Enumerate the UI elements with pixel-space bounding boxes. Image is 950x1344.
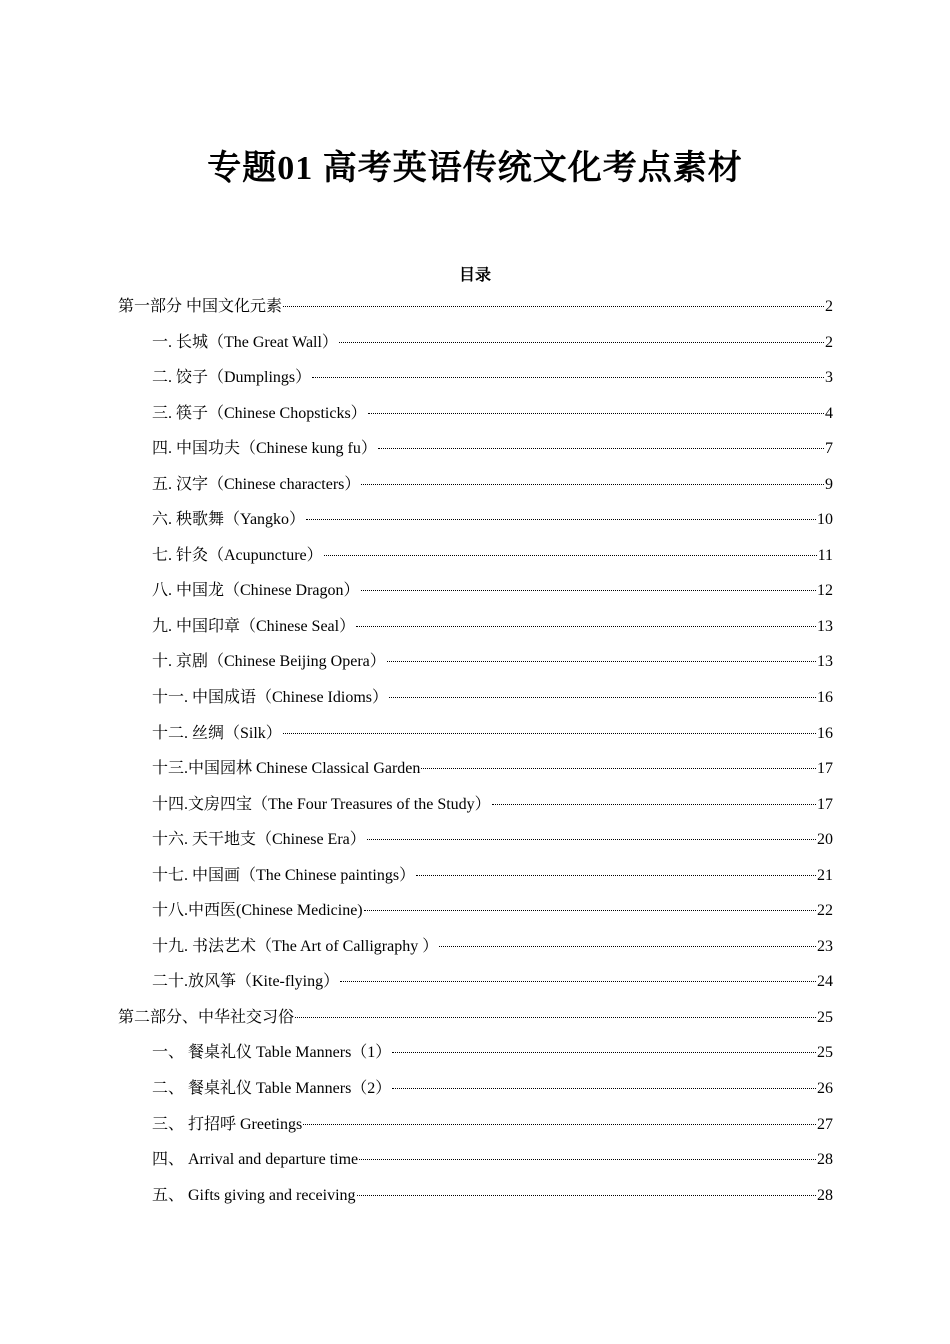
toc-entry-label: 二. 饺子（Dumplings） [152,369,312,387]
toc-entry[interactable] [118,473,833,509]
toc-entry-label: 八. 中国龙（Chinese Dragon） [152,582,360,600]
toc-dot-leader [389,697,816,698]
toc-dot-leader [368,413,824,414]
toc-entry-label: 二、 餐桌礼仪 Table Manners（2） [152,1080,392,1098]
toc-entry[interactable] [118,1041,833,1077]
toc-entry[interactable] [118,615,833,651]
toc-entry-page-number: 27 [817,1115,833,1133]
toc-dot-leader [359,1159,816,1160]
toc-entry[interactable] [118,295,833,331]
toc-entry-label: 十一. 中国成语（Chinese Idioms） [152,689,388,707]
toc-entry-label: 十. 京剧（Chinese Beijing Opera） [152,653,386,671]
toc-entry[interactable] [118,935,833,971]
toc-entry[interactable] [118,686,833,722]
toc-entry[interactable] [118,757,833,793]
toc-entry[interactable] [118,1184,833,1220]
toc-entry-label: 十六. 天干地支（Chinese Era） [152,831,366,849]
toc-dot-leader [339,342,824,343]
toc-entry-page-number: 28 [817,1151,833,1169]
toc-dot-leader [312,377,824,378]
toc-dot-leader [387,661,816,662]
toc-entry-label: 五. 汉字（Chinese characters） [152,475,361,493]
toc-entry[interactable] [118,793,833,829]
toc-entry[interactable] [118,1148,833,1184]
toc-dot-leader [356,626,816,627]
toc-entry-page-number: 7 [825,440,833,458]
toc-entry-label: 一. 长城（The Great Wall） [152,333,338,351]
toc-entry-page-number: 20 [817,831,833,849]
toc-entry-label: 十三.中国园林 Chinese Classical Garden [152,760,421,778]
toc-entry-page-number: 23 [817,937,833,955]
toc-entry-page-number: 11 [817,546,833,564]
toc-entry-label: 十七. 中国画（The Chinese paintings） [152,866,416,884]
toc-entry-page-number: 28 [817,1186,833,1204]
toc-entry-label: 三、 打招呼 Greetings [152,1115,303,1133]
toc-dot-leader [392,1088,816,1089]
toc-entry-page-number: 26 [817,1080,833,1098]
toc-entry-label: 二十.放风筝（Kite-flying） [152,973,340,991]
toc-entry[interactable] [118,544,833,580]
toc-entry-label: 十四.文房四宝（The Four Treasures of the Study） [152,795,491,813]
toc-dot-leader [367,839,816,840]
toc-entry-page-number: 21 [817,866,833,884]
toc-entry[interactable] [118,366,833,402]
toc-entry-label: 三. 筷子（Chinese Chopsticks） [152,404,367,422]
toc-entry-label: 七. 针灸（Acupuncture） [152,546,323,564]
toc-entry[interactable] [118,722,833,758]
toc-entry-label: 四、 Arrival and departure time [152,1151,359,1169]
toc-entry[interactable] [118,437,833,473]
toc-dot-leader [295,1017,816,1018]
toc-dot-leader [361,590,816,591]
toc-entry[interactable] [118,899,833,935]
toc-entry-page-number: 2 [825,333,833,351]
toc-dot-leader [324,555,817,556]
toc-entry[interactable] [118,1077,833,1113]
toc-entry[interactable] [118,1006,833,1042]
toc-entry-page-number: 16 [817,724,833,742]
toc-entry[interactable] [118,650,833,686]
toc-entry-label: 第一部分 中国文化元素 [118,298,283,315]
toc-entry[interactable] [118,828,833,864]
document-title: 专题01 高考英语传统文化考点素材 [207,150,743,187]
toc-dot-leader [340,981,816,982]
table-of-contents [118,295,833,1219]
toc-entry[interactable] [118,508,833,544]
toc-entry-label: 第二部分、中华社交习俗 [118,1008,295,1026]
toc-entry-page-number: 24 [817,973,833,991]
toc-entry-page-number: 13 [817,653,833,671]
toc-entry[interactable] [118,402,833,438]
toc-entry-label: 六. 秧歌舞（Yangko） [152,511,306,529]
toc-entry-page-number: 17 [817,795,833,813]
toc-entry[interactable] [118,864,833,900]
toc-entry-page-number: 22 [817,902,833,920]
toc-dot-leader [392,1052,816,1053]
toc-entry-label: 九. 中国印章（Chinese Seal） [152,617,356,635]
toc-entry-label: 一、 餐桌礼仪 Table Manners（1） [152,1044,392,1062]
toc-entry-page-number: 9 [825,475,833,493]
toc-dot-leader [416,875,816,876]
toc-dot-leader [283,733,816,734]
toc-entry-label: 十八.中西医(Chinese Medicine) [152,902,363,920]
toc-entry-label: 十九. 书法艺术（The Art of Calligraphy ） [152,937,439,955]
toc-dot-leader [303,1124,816,1125]
toc-entry-page-number: 2 [825,298,833,315]
toc-entry[interactable] [118,331,833,367]
toc-dot-leader [364,910,816,911]
toc-entry-page-number: 17 [817,760,833,778]
toc-dot-leader [378,448,824,449]
toc-dot-leader [421,768,816,769]
toc-entry-page-number: 25 [817,1008,833,1026]
toc-entry-label: 五、 Gifts giving and receiving [152,1186,356,1204]
toc-entry-page-number: 4 [825,404,833,422]
toc-entry-page-number: 3 [825,369,833,387]
toc-entry[interactable] [118,970,833,1006]
toc-entry-page-number: 13 [817,617,833,635]
toc-dot-leader [439,946,816,947]
toc-entry-page-number: 16 [817,689,833,707]
toc-entry-label: 十二. 丝绸（Silk） [152,724,282,742]
toc-dot-leader [361,484,824,485]
toc-dot-leader [283,306,824,307]
toc-dot-leader [492,804,816,805]
toc-dot-leader [306,519,816,520]
toc-entry-label: 四. 中国功夫（Chinese kung fu） [152,440,377,458]
toc-heading: 目录 [458,267,491,284]
toc-entry-page-number: 12 [817,582,833,600]
toc-entry[interactable] [118,1113,833,1149]
toc-entry-page-number: 25 [817,1044,833,1062]
toc-entry[interactable] [118,579,833,615]
toc-dot-leader [357,1195,816,1196]
toc-entry-page-number: 10 [817,511,833,529]
